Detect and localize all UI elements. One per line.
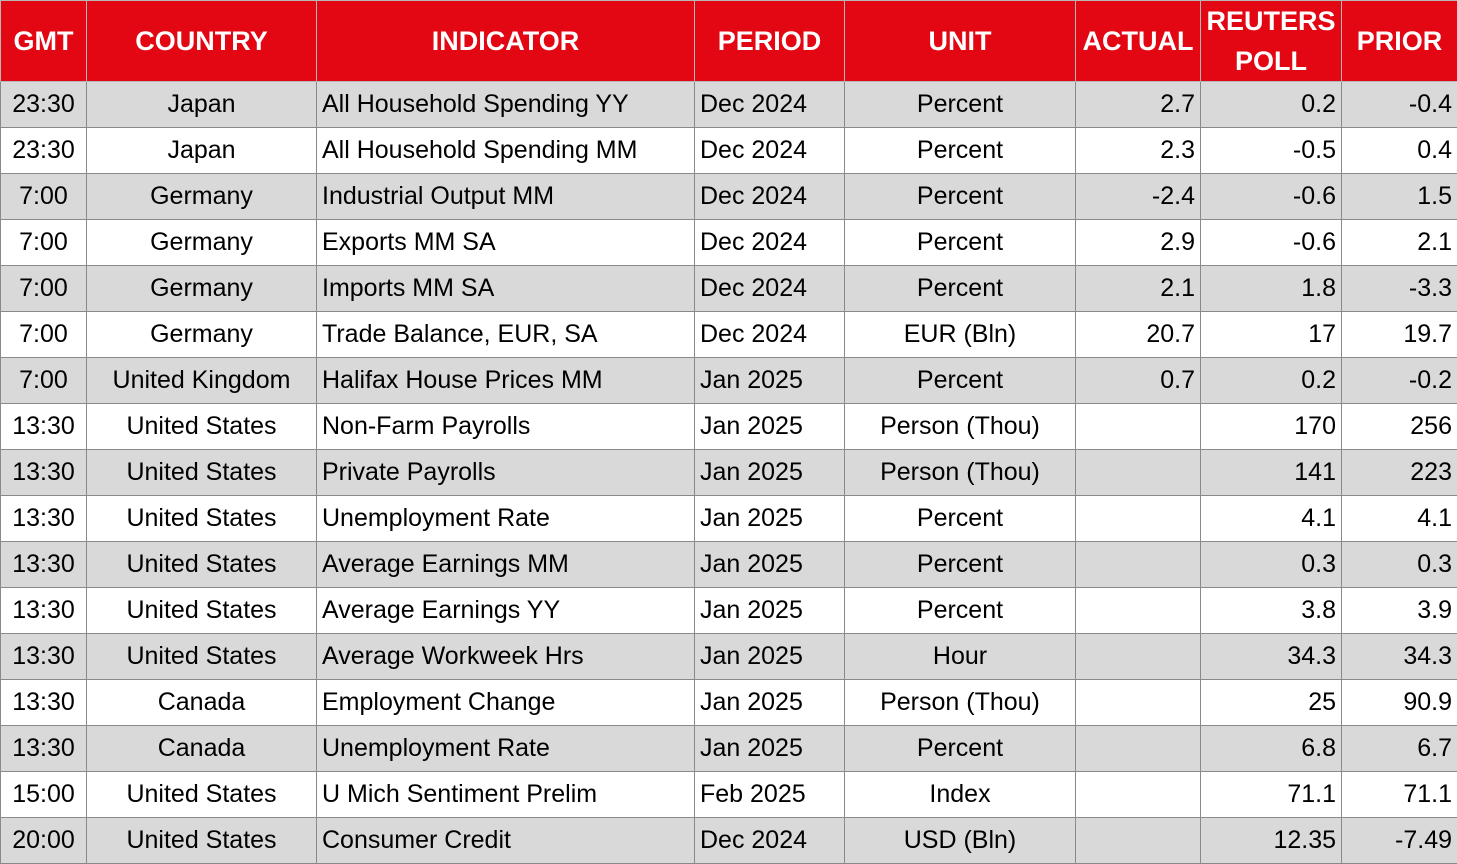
table-row bbox=[1, 588, 1457, 634]
cell-unit: Person (Thou) bbox=[845, 450, 1076, 496]
cell-prior: 1.5 bbox=[1342, 174, 1457, 220]
cell-country: Germany bbox=[87, 174, 317, 220]
cell-actual bbox=[1076, 404, 1201, 450]
cell-prior: -0.2 bbox=[1342, 358, 1457, 404]
cell-actual: 0.7 bbox=[1076, 358, 1201, 404]
cell-period: Jan 2025 bbox=[695, 542, 845, 588]
cell-unit: EUR (Bln) bbox=[845, 312, 1076, 358]
cell-unit: Person (Thou) bbox=[845, 680, 1076, 726]
cell-period: Jan 2025 bbox=[695, 358, 845, 404]
cell-prior: 71.1 bbox=[1342, 772, 1457, 818]
cell-period: Jan 2025 bbox=[695, 496, 845, 542]
header-row bbox=[1, 1, 1457, 82]
cell-gmt: 23:30 bbox=[1, 128, 87, 174]
cell-prior: 34.3 bbox=[1342, 634, 1457, 680]
cell-prior: 0.4 bbox=[1342, 128, 1457, 174]
cell-indicator: Unemployment Rate bbox=[317, 496, 695, 542]
cell-country: United States bbox=[87, 634, 317, 680]
cell-gmt: 13:30 bbox=[1, 634, 87, 680]
cell-gmt: 15:00 bbox=[1, 772, 87, 818]
cell-reuters-poll: -0.5 bbox=[1201, 128, 1342, 174]
cell-period: Jan 2025 bbox=[695, 404, 845, 450]
cell-prior: 4.1 bbox=[1342, 496, 1457, 542]
cell-gmt: 13:30 bbox=[1, 496, 87, 542]
header-gmt: GMT bbox=[1, 1, 87, 82]
cell-period: Feb 2025 bbox=[695, 772, 845, 818]
cell-actual bbox=[1076, 818, 1201, 864]
table-row bbox=[1, 266, 1457, 312]
cell-prior: 6.7 bbox=[1342, 726, 1457, 772]
cell-reuters-poll: 6.8 bbox=[1201, 726, 1342, 772]
cell-gmt: 13:30 bbox=[1, 450, 87, 496]
cell-country: Germany bbox=[87, 266, 317, 312]
cell-indicator: Trade Balance, EUR, SA bbox=[317, 312, 695, 358]
cell-prior: 223 bbox=[1342, 450, 1457, 496]
table-row bbox=[1, 772, 1457, 818]
cell-actual: 2.3 bbox=[1076, 128, 1201, 174]
table-row bbox=[1, 450, 1457, 496]
cell-country: United Kingdom bbox=[87, 358, 317, 404]
cell-country: Japan bbox=[87, 128, 317, 174]
cell-period: Dec 2024 bbox=[695, 818, 845, 864]
cell-country: Canada bbox=[87, 680, 317, 726]
cell-unit: Hour bbox=[845, 634, 1076, 680]
cell-reuters-poll: -0.6 bbox=[1201, 174, 1342, 220]
cell-actual bbox=[1076, 680, 1201, 726]
table-header bbox=[1, 1, 1457, 82]
cell-indicator: Non-Farm Payrolls bbox=[317, 404, 695, 450]
cell-unit: Percent bbox=[845, 542, 1076, 588]
cell-period: Jan 2025 bbox=[695, 634, 845, 680]
cell-unit: Percent bbox=[845, 220, 1076, 266]
cell-reuters-poll: 12.35 bbox=[1201, 818, 1342, 864]
cell-country: Canada bbox=[87, 726, 317, 772]
cell-country: United States bbox=[87, 450, 317, 496]
cell-gmt: 13:30 bbox=[1, 404, 87, 450]
cell-prior: 3.9 bbox=[1342, 588, 1457, 634]
cell-reuters-poll: 1.8 bbox=[1201, 266, 1342, 312]
cell-unit: Percent bbox=[845, 726, 1076, 772]
cell-indicator: Consumer Credit bbox=[317, 818, 695, 864]
cell-reuters-poll: 71.1 bbox=[1201, 772, 1342, 818]
cell-actual bbox=[1076, 588, 1201, 634]
cell-indicator: Halifax House Prices MM bbox=[317, 358, 695, 404]
cell-period: Dec 2024 bbox=[695, 312, 845, 358]
cell-period: Jan 2025 bbox=[695, 726, 845, 772]
table-row bbox=[1, 726, 1457, 772]
cell-reuters-poll: 17 bbox=[1201, 312, 1342, 358]
cell-country: Germany bbox=[87, 220, 317, 266]
cell-period: Jan 2025 bbox=[695, 588, 845, 634]
cell-prior: 19.7 bbox=[1342, 312, 1457, 358]
cell-actual: 2.9 bbox=[1076, 220, 1201, 266]
cell-indicator: Unemployment Rate bbox=[317, 726, 695, 772]
table-row bbox=[1, 634, 1457, 680]
table-body bbox=[1, 82, 1457, 864]
cell-country: United States bbox=[87, 588, 317, 634]
cell-reuters-poll: 34.3 bbox=[1201, 634, 1342, 680]
cell-actual bbox=[1076, 450, 1201, 496]
table-row bbox=[1, 542, 1457, 588]
cell-period: Jan 2025 bbox=[695, 450, 845, 496]
cell-gmt: 13:30 bbox=[1, 588, 87, 634]
cell-prior: 2.1 bbox=[1342, 220, 1457, 266]
cell-reuters-poll: 0.2 bbox=[1201, 82, 1342, 128]
cell-prior: 90.9 bbox=[1342, 680, 1457, 726]
cell-gmt: 7:00 bbox=[1, 174, 87, 220]
cell-country: United States bbox=[87, 818, 317, 864]
table-row bbox=[1, 128, 1457, 174]
cell-actual: 2.1 bbox=[1076, 266, 1201, 312]
table-row bbox=[1, 82, 1457, 128]
cell-reuters-poll: -0.6 bbox=[1201, 220, 1342, 266]
cell-gmt: 7:00 bbox=[1, 220, 87, 266]
table-row bbox=[1, 404, 1457, 450]
table-row bbox=[1, 680, 1457, 726]
cell-country: Japan bbox=[87, 82, 317, 128]
cell-reuters-poll: 141 bbox=[1201, 450, 1342, 496]
cell-unit: Percent bbox=[845, 266, 1076, 312]
table-row bbox=[1, 174, 1457, 220]
cell-period: Dec 2024 bbox=[695, 82, 845, 128]
table-row bbox=[1, 358, 1457, 404]
cell-reuters-poll: 3.8 bbox=[1201, 588, 1342, 634]
cell-gmt: 13:30 bbox=[1, 726, 87, 772]
cell-gmt: 7:00 bbox=[1, 312, 87, 358]
cell-gmt: 20:00 bbox=[1, 818, 87, 864]
header-actual: ACTUAL bbox=[1076, 1, 1201, 82]
cell-country: United States bbox=[87, 772, 317, 818]
table-row bbox=[1, 220, 1457, 266]
cell-unit: Percent bbox=[845, 82, 1076, 128]
cell-country: United States bbox=[87, 542, 317, 588]
cell-reuters-poll: 0.3 bbox=[1201, 542, 1342, 588]
cell-reuters-poll: 25 bbox=[1201, 680, 1342, 726]
cell-indicator: Industrial Output MM bbox=[317, 174, 695, 220]
cell-actual bbox=[1076, 542, 1201, 588]
cell-indicator: Employment Change bbox=[317, 680, 695, 726]
table-row bbox=[1, 496, 1457, 542]
cell-indicator: U Mich Sentiment Prelim bbox=[317, 772, 695, 818]
cell-indicator: Imports MM SA bbox=[317, 266, 695, 312]
cell-gmt: 7:00 bbox=[1, 266, 87, 312]
cell-indicator: Exports MM SA bbox=[317, 220, 695, 266]
cell-unit: Person (Thou) bbox=[845, 404, 1076, 450]
cell-prior: 256 bbox=[1342, 404, 1457, 450]
cell-period: Dec 2024 bbox=[695, 266, 845, 312]
cell-prior: -0.4 bbox=[1342, 82, 1457, 128]
header-unit: UNIT bbox=[845, 1, 1076, 82]
cell-country: United States bbox=[87, 496, 317, 542]
cell-period: Jan 2025 bbox=[695, 680, 845, 726]
header-reuters-poll: REUTERS POLL bbox=[1201, 1, 1342, 82]
cell-gmt: 13:30 bbox=[1, 680, 87, 726]
cell-reuters-poll: 4.1 bbox=[1201, 496, 1342, 542]
cell-unit: USD (Bln) bbox=[845, 818, 1076, 864]
cell-actual: 2.7 bbox=[1076, 82, 1201, 128]
cell-unit: Percent bbox=[845, 496, 1076, 542]
cell-actual bbox=[1076, 772, 1201, 818]
cell-prior: 0.3 bbox=[1342, 542, 1457, 588]
cell-indicator: All Household Spending YY bbox=[317, 82, 695, 128]
cell-reuters-poll: 170 bbox=[1201, 404, 1342, 450]
cell-indicator: Average Workweek Hrs bbox=[317, 634, 695, 680]
cell-gmt: 7:00 bbox=[1, 358, 87, 404]
cell-prior: -3.3 bbox=[1342, 266, 1457, 312]
cell-period: Dec 2024 bbox=[695, 220, 845, 266]
cell-actual bbox=[1076, 726, 1201, 772]
cell-gmt: 23:30 bbox=[1, 82, 87, 128]
cell-unit: Percent bbox=[845, 128, 1076, 174]
header-prior: PRIOR bbox=[1342, 1, 1457, 82]
cell-actual bbox=[1076, 496, 1201, 542]
cell-actual: -2.4 bbox=[1076, 174, 1201, 220]
cell-indicator: Average Earnings YY bbox=[317, 588, 695, 634]
table-row bbox=[1, 312, 1457, 358]
cell-period: Dec 2024 bbox=[695, 174, 845, 220]
cell-unit: Percent bbox=[845, 588, 1076, 634]
cell-actual: 20.7 bbox=[1076, 312, 1201, 358]
cell-gmt: 13:30 bbox=[1, 542, 87, 588]
cell-actual bbox=[1076, 634, 1201, 680]
cell-unit: Index bbox=[845, 772, 1076, 818]
cell-reuters-poll: 0.2 bbox=[1201, 358, 1342, 404]
cell-unit: Percent bbox=[845, 174, 1076, 220]
cell-country: United States bbox=[87, 404, 317, 450]
header-country: COUNTRY bbox=[87, 1, 317, 82]
cell-period: Dec 2024 bbox=[695, 128, 845, 174]
header-period: PERIOD bbox=[695, 1, 845, 82]
cell-unit: Percent bbox=[845, 358, 1076, 404]
cell-indicator: Private Payrolls bbox=[317, 450, 695, 496]
table-row bbox=[1, 818, 1457, 864]
cell-indicator: All Household Spending MM bbox=[317, 128, 695, 174]
cell-indicator: Average Earnings MM bbox=[317, 542, 695, 588]
cell-country: Germany bbox=[87, 312, 317, 358]
cell-prior: -7.49 bbox=[1342, 818, 1457, 864]
header-indicator: INDICATOR bbox=[317, 1, 695, 82]
